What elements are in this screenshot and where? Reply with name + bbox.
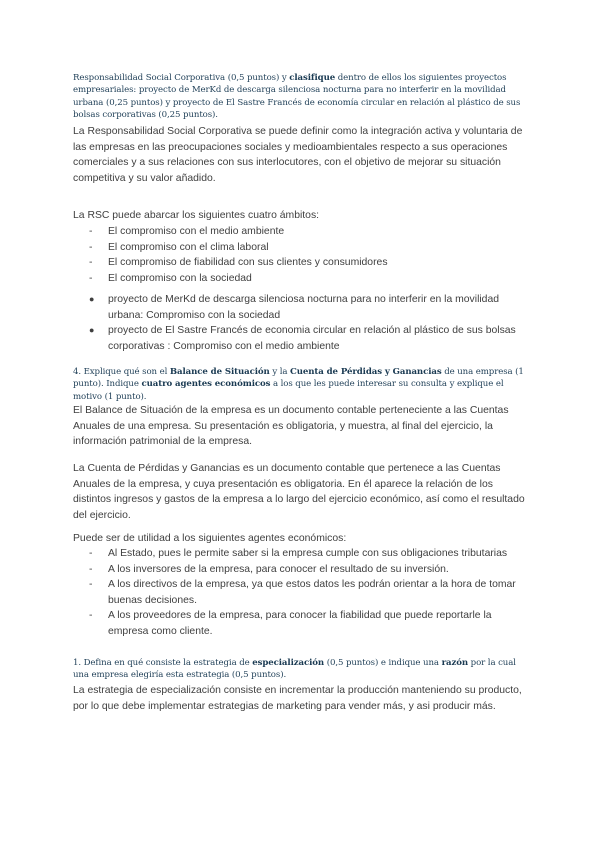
answer-pyg-definition: La Cuenta de Pérdidas y Ganancias es un documento contable que pertenece a las Cuentas Anuales de la empresa, y cuya presentación es obligatoria. En él aparece la relación de los distintos ingresos y gastos de la empresa a lo largo del ejercicio económico, así como el resultado del ejercicio. bbox=[73, 463, 525, 521]
rsc-areas-list bbox=[89, 224, 529, 286]
bullet-marker: ● bbox=[89, 294, 95, 304]
question-1: 1. Defina en qué consiste la estrategia de especialización (0,5 puntos) e indique una razón por la cual una empresa elegiría esta estrategia (0,5 puntos). bbox=[73, 658, 516, 681]
question-keyword: cuatro agentes económicos bbox=[141, 379, 271, 390]
question-rsc bbox=[73, 72, 533, 122]
rsc-projects-list bbox=[89, 292, 529, 354]
answer-rsc-definition: La Responsabilidad Social Corporativa se puede definir como la integración activa y voluntaria de las empresas en las preocupaciones sociales y medioambientales respecto a sus operaciones comerciales y a sus relaciones con sus interlocutores, con el objetivo de mejorar su situación competitiva y su valor añadido. bbox=[73, 126, 523, 184]
list-item: - A los directivos de la empresa, ya que estos datos les podrán orientar a la hora de tomar buenas decisiones. bbox=[89, 579, 516, 606]
list-item: - El compromiso con el clima laboral bbox=[89, 240, 529, 256]
list-item: - El compromiso con el medio ambiente bbox=[89, 224, 529, 240]
list-item: - El compromiso de fiabilidad con sus clientes y consumidores bbox=[89, 255, 529, 271]
question-keyword: Balance de Situación bbox=[169, 367, 270, 377]
dash-marker: - bbox=[89, 610, 93, 622]
dash-marker: - bbox=[89, 272, 93, 284]
list-item: - A los proveedores de la empresa, para conocer la fiabilidad que puede reportarle la empresa como cliente. bbox=[89, 610, 492, 637]
question-4: 4. Explique qué son el Balance de Situación y la Cuenta de Pérdidas y Ganancias de una empresa (1 punto). Indique cuatro agentes económicos a los que les puede interesar su consulta y explique el motivo (1 punto). bbox=[73, 367, 524, 402]
agents-list bbox=[89, 546, 529, 640]
list-item: - A los inversores de la empresa, para conocer el resultado de su inversión. bbox=[89, 562, 529, 578]
dash-marker: - bbox=[89, 563, 93, 575]
agents-intro: Puede ser de utilidad a los siguientes agentes económicos: bbox=[73, 533, 347, 544]
list-item: ● proyecto de MerKd de descarga silenciosa nocturna para no interferir en la movilidad urbana: Compromiso con la sociedad bbox=[89, 294, 500, 321]
rsc-areas-intro: La RSC puede abarcar los siguientes cuatro ámbitos: bbox=[73, 210, 320, 221]
list-item: - Al Estado, pues le permite saber si la empresa cumple con sus obligaciones tributarias bbox=[89, 546, 529, 562]
dash-marker: - bbox=[89, 579, 93, 591]
dash-marker: - bbox=[89, 257, 93, 269]
dash-marker: - bbox=[89, 226, 93, 237]
list-item: ● proyecto de El Sastre Francés de economia circular en relación al plástico de sus bolsas corporativas : Compromiso con el medio ambiente bbox=[89, 325, 516, 352]
bullet-marker: ● bbox=[89, 325, 95, 336]
question-keyword: Cuenta de Pérdidas y Ganancias bbox=[290, 367, 442, 377]
question-keyword: clasifique bbox=[289, 73, 336, 83]
question-text: Responsabilidad Social Corporativa (0,5 puntos) y bbox=[73, 73, 290, 83]
answer-specialization-definition: La estrategia de especialización consiste en incrementar la producción manteniendo su producto, por lo que debe implementar estrategias de marketing para vender más, y asi producir más. bbox=[73, 685, 522, 712]
answer-balance-definition: El Balance de Situación de la empresa es un documento contable perteneciente a las Cuentas Anuales de una empresa. Su presentación es obligatoria, y muestra, al final del ejercicio, la información patrimonial de la empresa. bbox=[73, 405, 509, 448]
question-keyword: especialización bbox=[252, 658, 325, 668]
dash-marker: - bbox=[89, 241, 93, 253]
question-keyword: razón bbox=[441, 658, 469, 668]
dash-marker: - bbox=[89, 548, 93, 559]
question-text: dentro de ellos los siguientes proyectos empresariales: proyecto de MerKd de descarga silenciosa nocturna para no interferir en la movilidad urbana (0,25 puntos) y proyecto de El Sastre Francés de economía circular en relación al plástico de sus bolsas corporativas (0,25 puntos). bbox=[73, 73, 521, 121]
list-item: - El compromiso con la sociedad bbox=[89, 271, 529, 287]
